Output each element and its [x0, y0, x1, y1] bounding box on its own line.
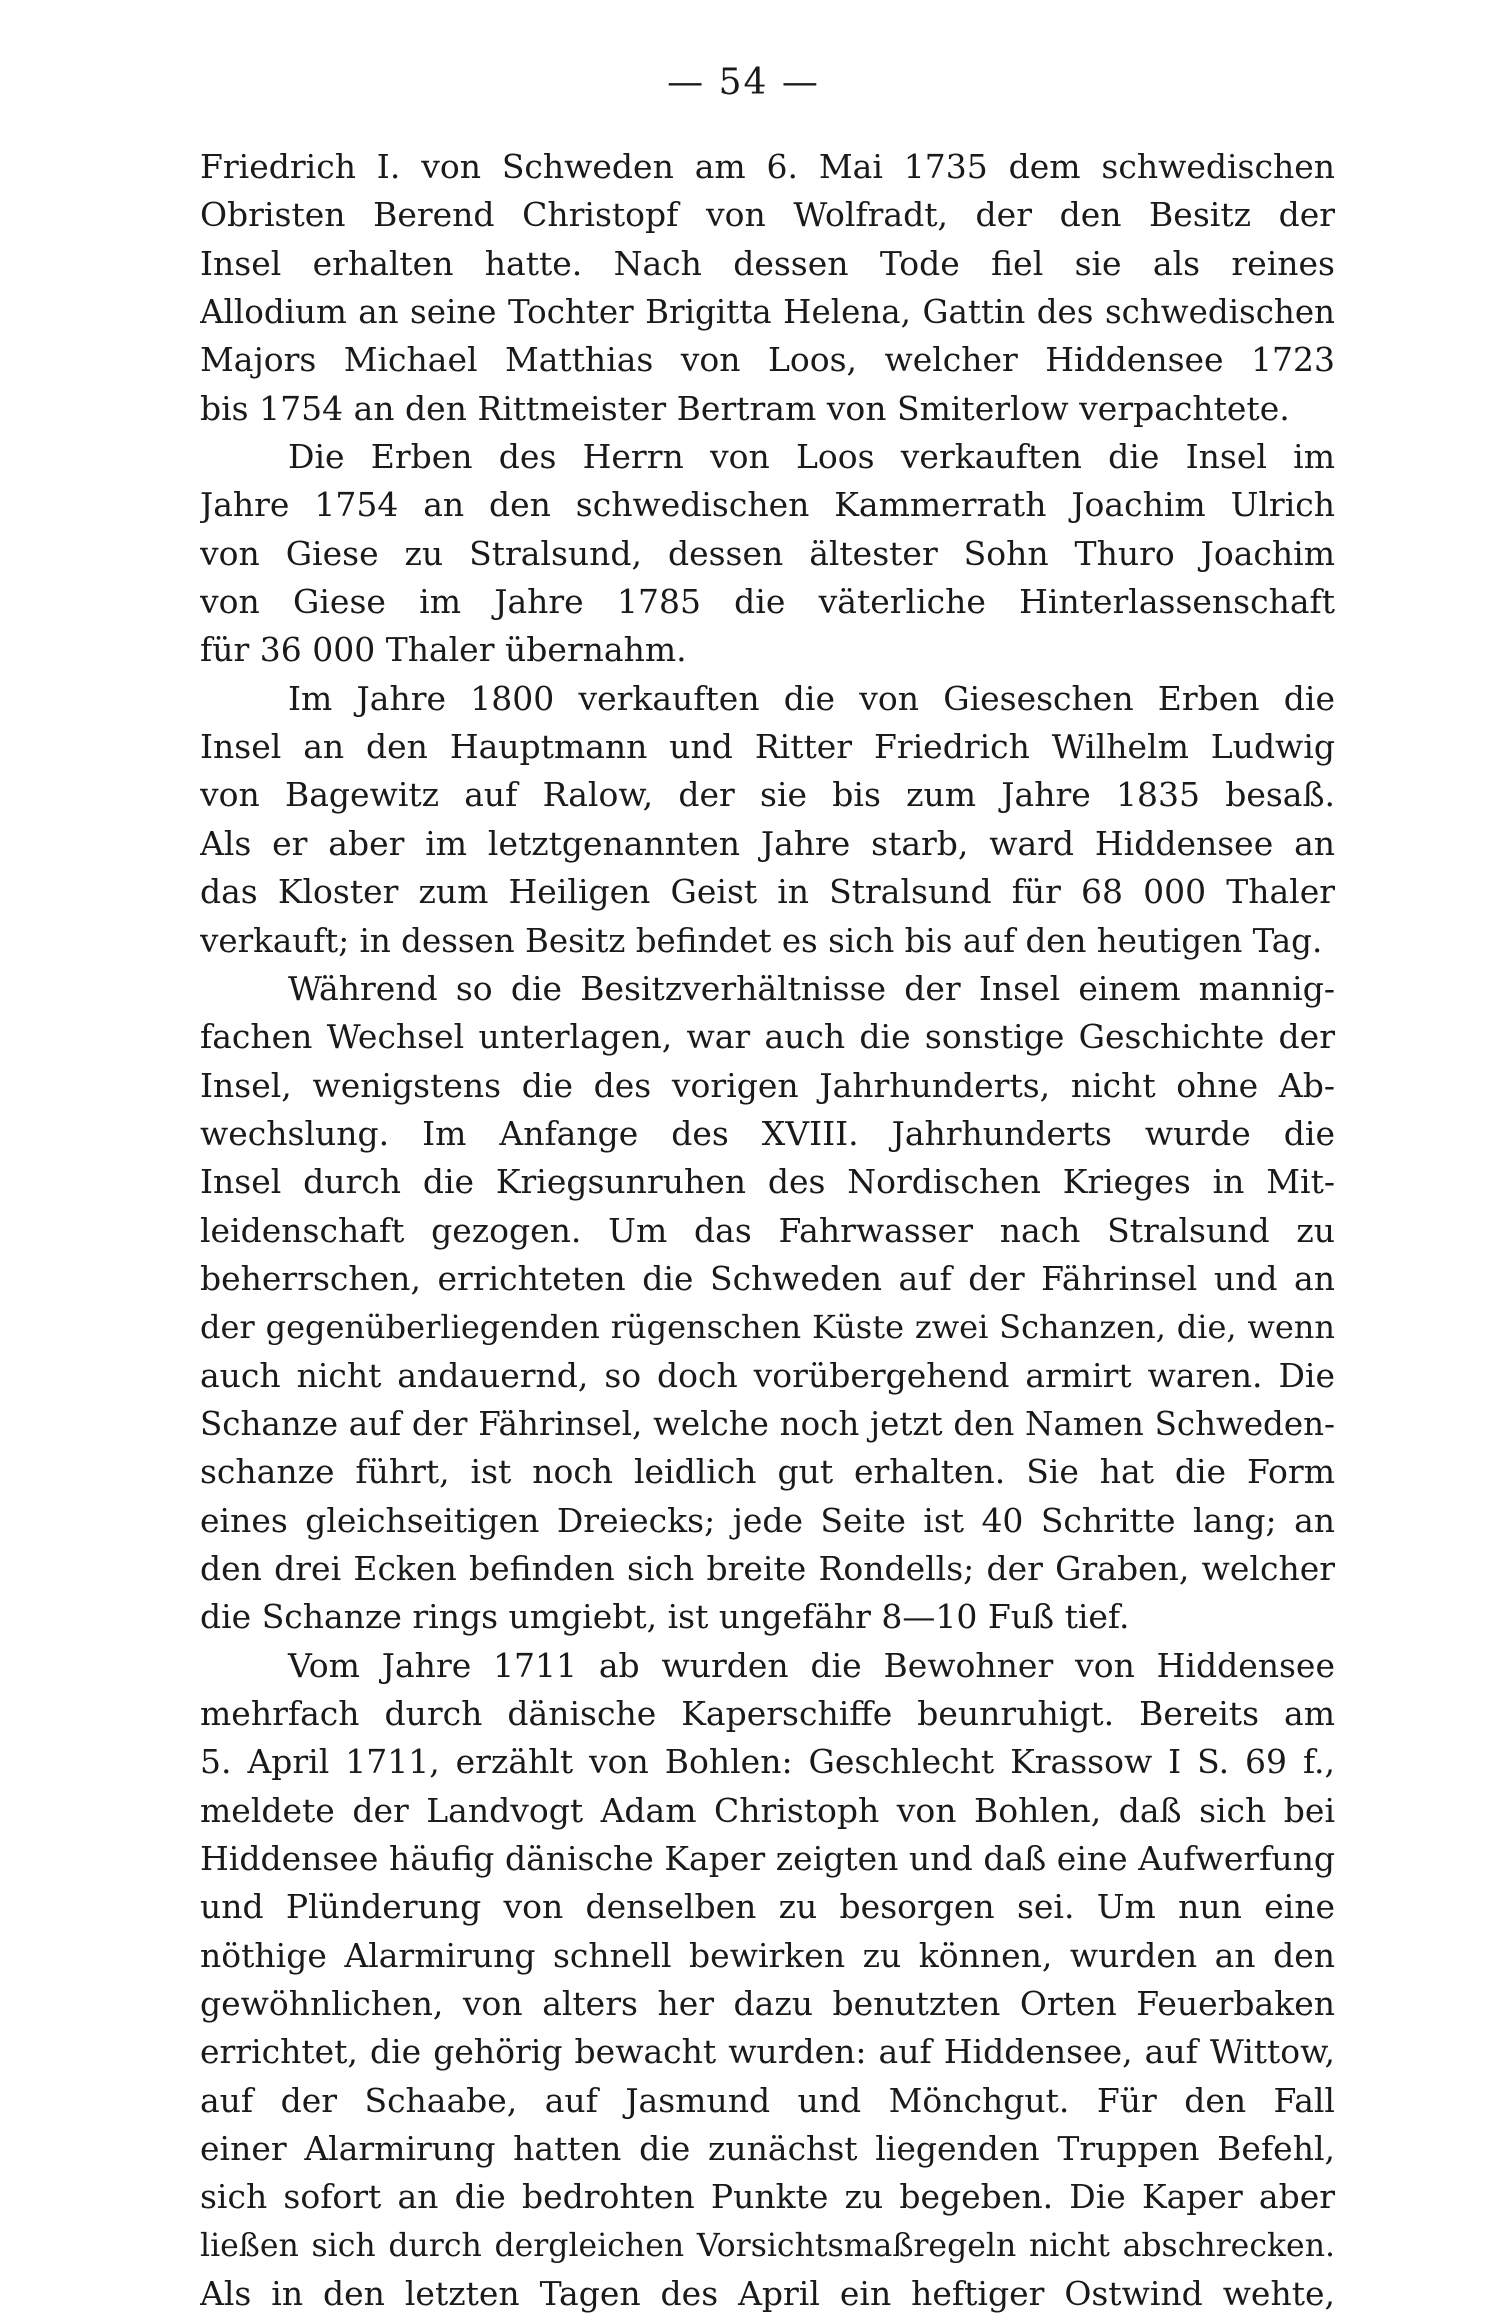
text-line: den drei Ecken befinden sich breite Rondells; der Graben, welcher [200, 1548, 1335, 1588]
text-line: von Bagewitz auf Ralow, der sie bis zum Jahre 1835 besaß. [200, 775, 1335, 815]
text-line: das Kloster zum Heiligen Geist in Stralsund für 68 000 Thaler [200, 872, 1335, 912]
text-line: Insel durch die Kriegsunruhen des Nordischen Krieges in Mit- [200, 1162, 1335, 1202]
text-line: beherrschen, errichteten die Schweden auf der Fährinsel und an [200, 1258, 1335, 1298]
text-line: ließen sich durch dergleichen Vorsichtsmaßregeln nicht abschrecken. [200, 2227, 1335, 2264]
text-line: sich sofort an die bedrohten Punkte zu begeben. Die Kaper aber [200, 2177, 1335, 2217]
text-line: Als in den letzten Tagen des April ein heftiger Ostwind wehte, [200, 2274, 1335, 2314]
text-line: mehrfach durch dänische Kaperschiffe beunruhigt. Bereits am [200, 1694, 1335, 1733]
text-line: von Giese zu Stralsund, dessen ältester Sohn Thuro Joachim [200, 533, 1335, 573]
body-text [200, 143, 1335, 2318]
text-line: Als er aber im letztgenannten Jahre starb, ward Hiddensee an [200, 823, 1335, 863]
text-line: einer Alarmirung hatten die zunächst liegenden Truppen Befehl, [200, 2129, 1335, 2169]
text-line: Im Jahre 1800 verkauften die von Gieseschen Erben die [288, 678, 1335, 718]
text-line: Friedrich I. von Schweden am 6. Mai 1735 dem schwedischen [200, 147, 1335, 186]
text-line: fachen Wechsel unterlagen, war auch die sonstige Geschichte der [200, 1017, 1335, 1057]
text-line: meldete der Landvogt Adam Christoph von Bohlen, daß sich bei [200, 1790, 1335, 1830]
text-line: 5. April 1711, erzählt von Bohlen: Geschlecht Krassow I S. 69 f., [200, 1742, 1335, 1782]
text-line: auf der Schaabe, auf Jasmund und Mönchgut. Für den Fall [200, 2080, 1335, 2120]
text-line: Die Erben des Herrn von Loos verkauften die Insel im [288, 437, 1335, 477]
text-line: Insel erhalten hatte. Nach dessen Tode fiel sie als reines [200, 243, 1335, 283]
text-line: der gegenüberliegenden rügenschen Küste zwei Schanzen, die, wenn [200, 1308, 1335, 1347]
text-line: errichtet, die gehörig bewacht wurden: auf Hiddensee, auf Wittow, [200, 2032, 1335, 2072]
text-line: Hiddensee häufig dänische Kaper zeigten und daß eine Aufwerfung [200, 1839, 1335, 1879]
text-line: Allodium an seine Tochter Brigitta Helena, Gattin des schwedischen [200, 293, 1335, 332]
text-line: Insel, wenigstens die des vorigen Jahrhunderts, nicht ohne Ab- [200, 1065, 1335, 1105]
page-number: — 54 — [667, 62, 820, 103]
text-line: von Giese im Jahre 1785 die väterliche Hinterlassenschaft [200, 582, 1335, 622]
text-line: Obristen Berend Christopf von Wolfradt, der den Besitz der [200, 195, 1335, 235]
text-line: für 36 000 Thaler übernahm. [200, 630, 687, 670]
text-line: leidenschaft gezogen. Um das Fahrwasser nach Stralsund zu [200, 1210, 1335, 1250]
text-line: nöthige Alarmirung schnell bewirken zu können, wurden an den [200, 1935, 1335, 1975]
text-line: Vom Jahre 1711 ab wurden die Bewohner von Hiddensee [288, 1645, 1335, 1685]
text-line: verkauft; in dessen Besitz befindet es sich bis auf den heutigen Tag. [200, 921, 1323, 960]
text-line: die Schanze rings umgiebt, ist ungefähr 8—10 Fuß tief. [200, 1597, 1130, 1637]
text-line: Während so die Besitzverhältnisse der Insel einem mannig- [288, 968, 1335, 1008]
text-line: Majors Michael Matthias von Loos, welcher Hiddensee 1723 [200, 340, 1335, 380]
text-line: gewöhnlichen, von alters her dazu benutzten Orten Feuerbaken [200, 1984, 1335, 2024]
text-line: bis 1754 an den Rittmeister Bertram von Smiterlow verpachtete. [200, 388, 1290, 428]
text-line: schanze führt, ist noch leidlich gut erhalten. Sie hat die Form [200, 1452, 1335, 1492]
text-line: Schanze auf der Fährinsel, welche noch jetzt den Namen Schweden- [200, 1404, 1335, 1443]
text-line: eines gleichseitigen Dreiecks; jede Seite ist 40 Schritte lang; an [200, 1500, 1335, 1540]
text-line: wechslung. Im Anfange des XVIII. Jahrhunderts wurde die [200, 1113, 1335, 1153]
text-line: Jahre 1754 an den schwedischen Kammerrath Joachim Ulrich [200, 485, 1335, 525]
text-line: und Plünderung von denselben zu besorgen sei. Um nun eine [200, 1887, 1335, 1927]
text-line: auch nicht andauernd, so doch vorübergehend armirt waren. Die [200, 1355, 1335, 1395]
text-line: Insel an den Hauptmann und Ritter Friedrich Wilhelm Ludwig [200, 727, 1335, 767]
